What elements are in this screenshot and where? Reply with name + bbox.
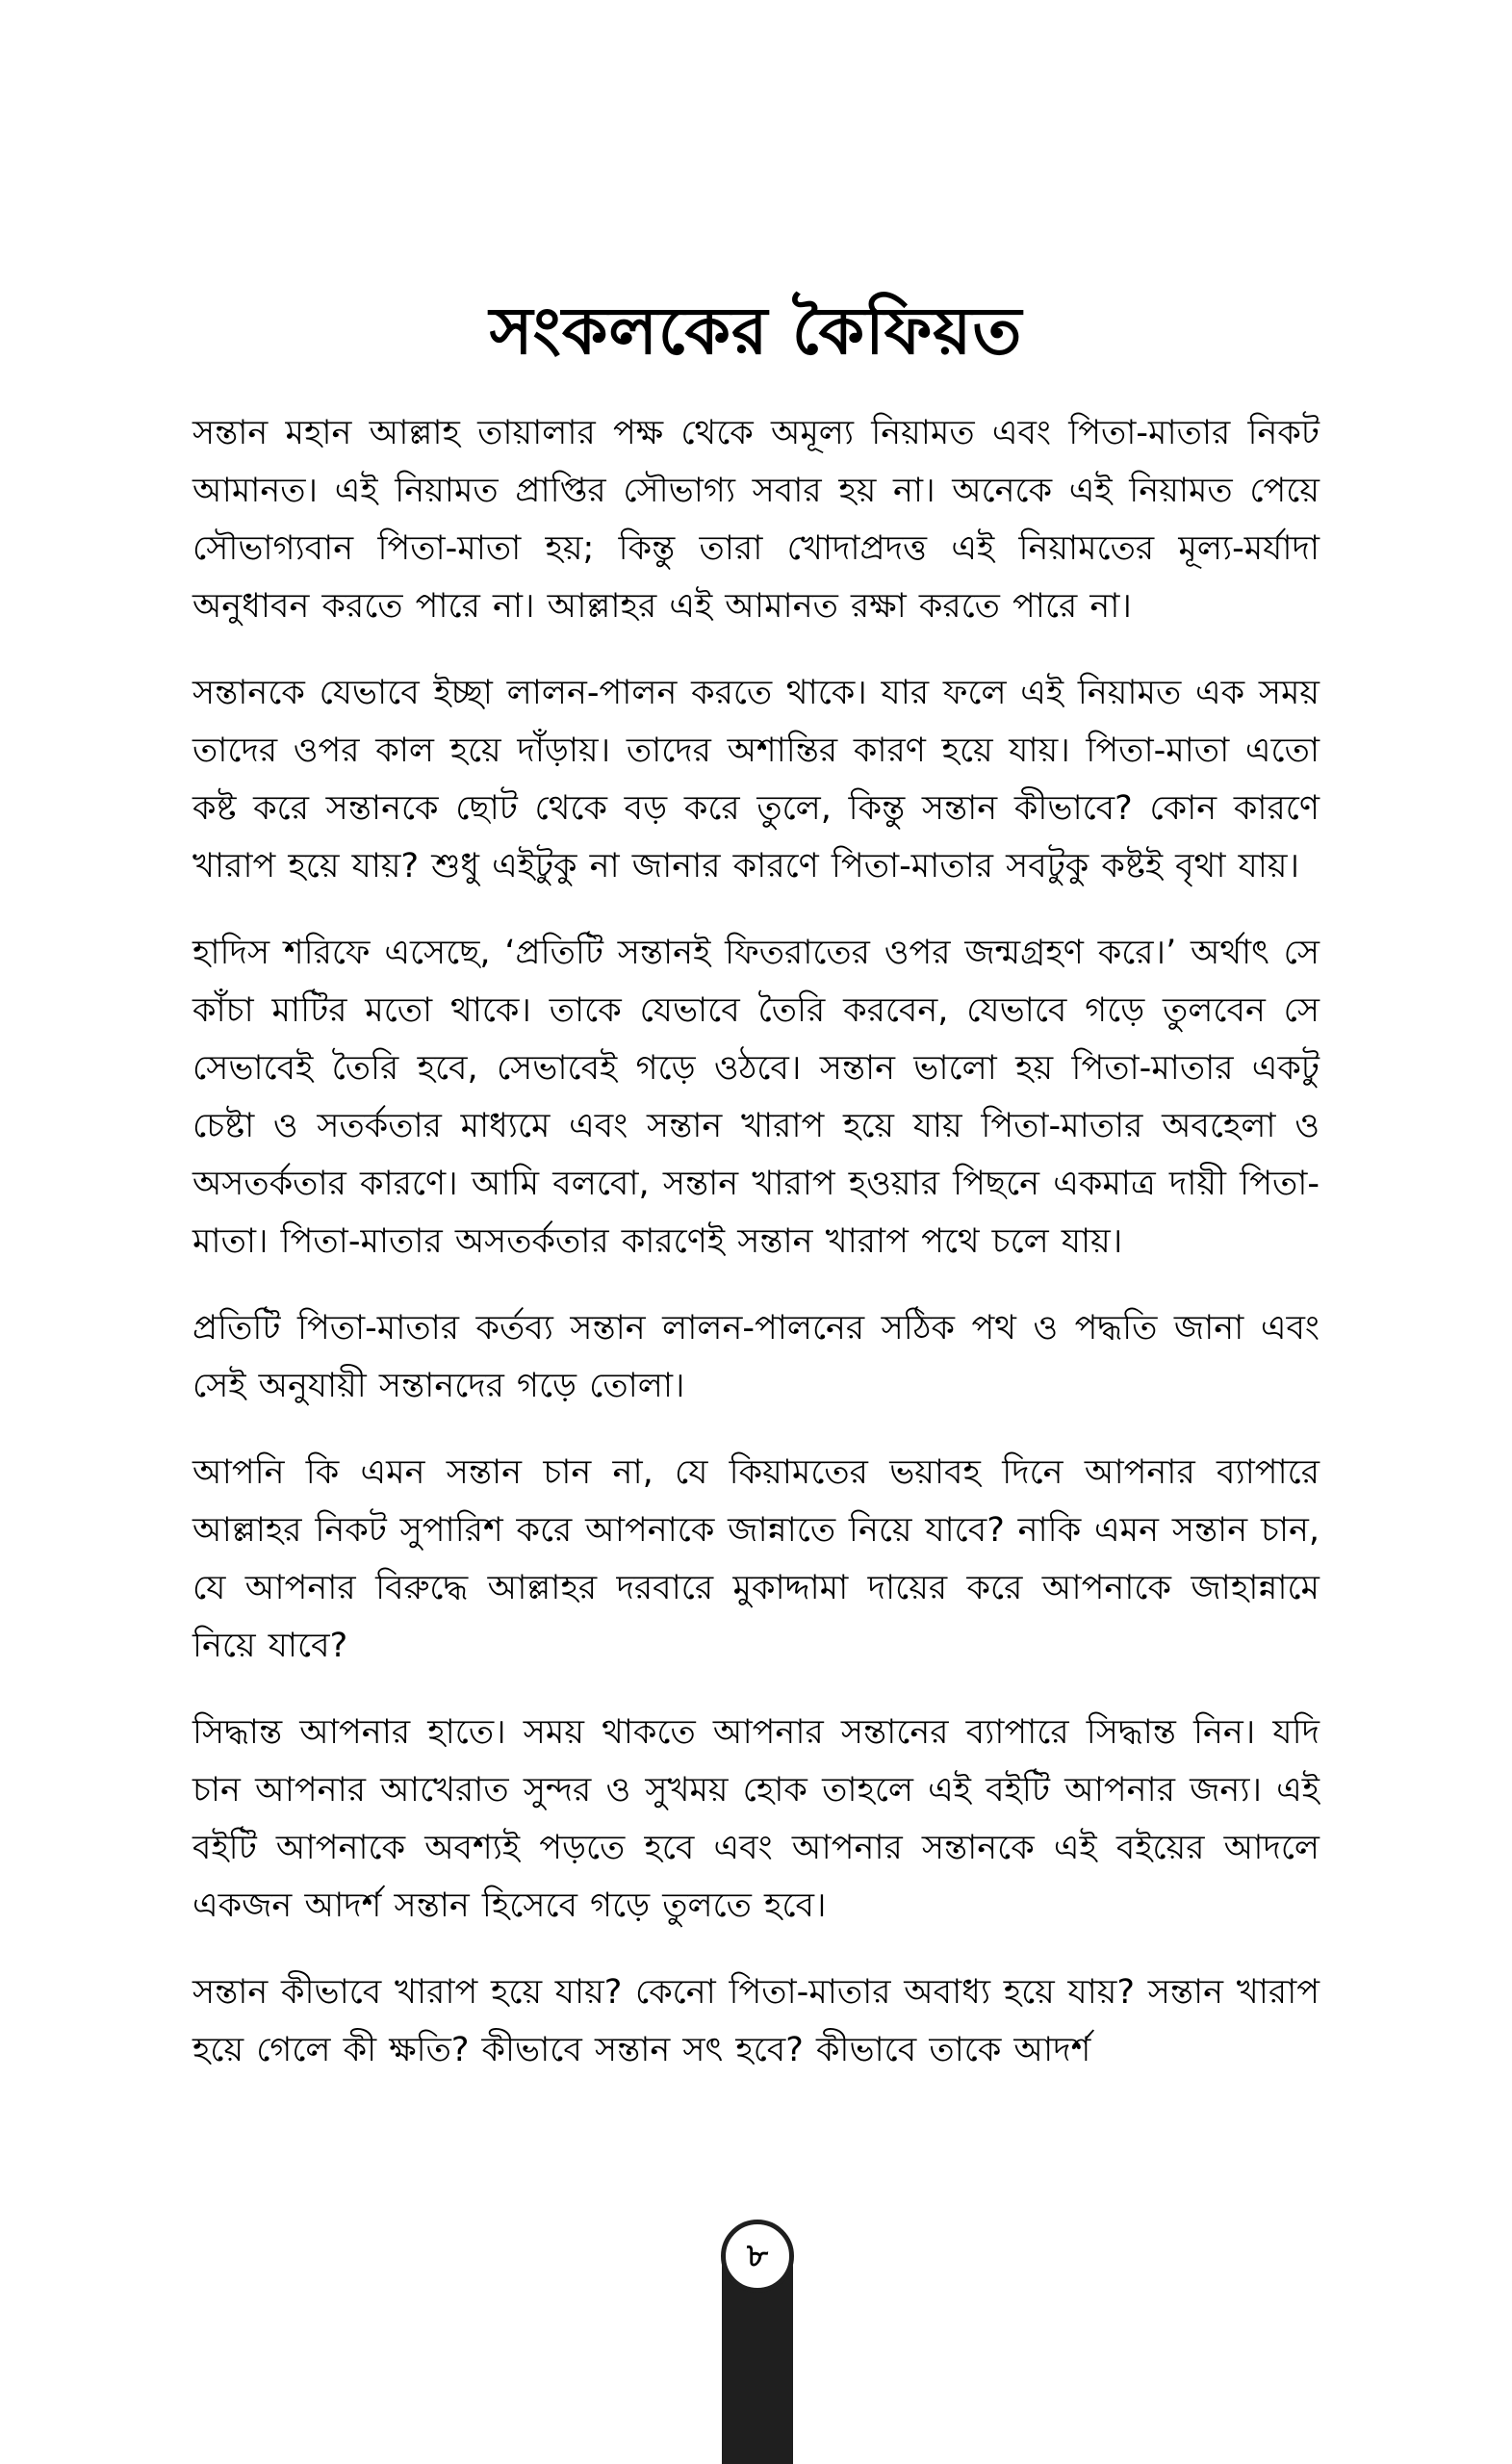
body-text [192, 404, 1320, 2108]
paragraph-5: আপনি কি এমন সন্তান চান না, যে কিয়ামতের ভয়াবহ দিনে আপনার ব্যাপারে আল্লাহর নিকট সুপারিশ করে আপনাকে জান্নাতে নিয়ে যাবে? নাকি এমন সন্তান চান, যে আপনার বিরুদ্ধে আল্লাহর দরবারে মুকাদ্দামা দায়ের করে আপনাকে জাহান্নামে নিয়ে যাবে? [192, 1453, 1320, 1665]
paragraph-3: হাদিস শরিফে এসেছে, ‘প্রতিটি সন্তানই ফিতরাতের ওপর জন্মগ্রহণ করে।’ অর্থাৎ সে কাঁচা মাটির মতো থাকে। তাকে যেভাবে তৈরি করবেন, যেভাবে গড়ে তুলবেন সে সেভাবেই তৈরি হবে, সেভাবেই গড়ে ওঠবে। সন্তান ভালো হয় পিতা-মাতার একটু চেষ্টা ও সতর্কতার মাধ্যমে এবং সন্তান খারাপ হয়ে যায় পিতা-মাতার অবহেলা ও অসতর্কতার কারণে। আমি বলবো, সন্তান খারাপ হওয়ার পিছনে একমাত্র দায়ী পিতা-মাতা। পিতা-মাতার অসতর্কতার কারণেই সন্তান খারাপ পথে চলে যায়। [192, 934, 1320, 1261]
paragraph-4: প্রতিটি পিতা-মাতার কর্তব্য সন্তান লালন-পালনের সঠিক পথ ও পদ্ধতি জানা এবং সেই অনুযায়ী সন্তানদের গড়ে তোলা। [192, 1309, 1320, 1405]
page-number: ৮ [721, 2220, 794, 2293]
paragraph-2: সন্তানকে যেভাবে ইচ্ছা লালন-পালন করতে থাকে। যার ফলে এই নিয়ামত এক সময় তাদের ওপর কাল হয়ে দাঁড়ায়। তাদের অশান্তির কারণ হয়ে যায়। পিতা-মাতা এতো কষ্ট করে সন্তানকে ছোট থেকে বড় করে তুলে, কিন্তু সন্তান কীভাবে? কোন কারণে খারাপ হয়ে যায়? শুধু এইটুকু না জানার কারণে পিতা-মাতার সবটুকু কষ্টই বৃথা যায়। [192, 674, 1320, 886]
paragraph-7: সন্তান কীভাবে খারাপ হয়ে যায়? কেনো পিতা-মাতার অবাধ্য হয়ে যায়? সন্তান খারাপ হয়ে গেলে কী ক্ষতি? কীভাবে সন্তান সৎ হবে? কীভাবে তাকে আদর্শ [192, 1973, 1320, 2069]
paragraph-1: সন্তান মহান আল্লাহ তায়ালার পক্ষ থেকে অমূল্য নিয়ামত এবং পিতা-মাতার নিকট আমানত। এই নিয়ামত প্রাপ্তির সৌভাগ্য সবার হয় না। অনেকে এই নিয়ামত পেয়ে সৌভাগ্যবান পিতা-মাতা হয়; কিন্তু তারা খোদাপ্রদত্ত এই নিয়ামতের মূল্য-মর্যাদা অনুধাবন করতে পারে না। আল্লাহর এই আমানত রক্ষা করতে পারে না। [192, 414, 1320, 626]
paragraph-6: সিদ্ধান্ত আপনার হাতে। সময় থাকতে আপনার সন্তানের ব্যাপারে সিদ্ধান্ত নিন। যদি চান আপনার আখেরাত সুন্দর ও সুখময় হোক তাহলে এই বইটি আপনার জন্য। এই বইটি আপনাকে অবশ্যই পড়তে হবে এবং আপনার সন্তানকে এই বইয়ের আদলে একজন আদর্শ সন্তান হিসেবে গড়ে তুলতে হবে। [192, 1713, 1320, 1925]
page-title: সংকলকের কৈফিয়ত [489, 294, 1023, 370]
